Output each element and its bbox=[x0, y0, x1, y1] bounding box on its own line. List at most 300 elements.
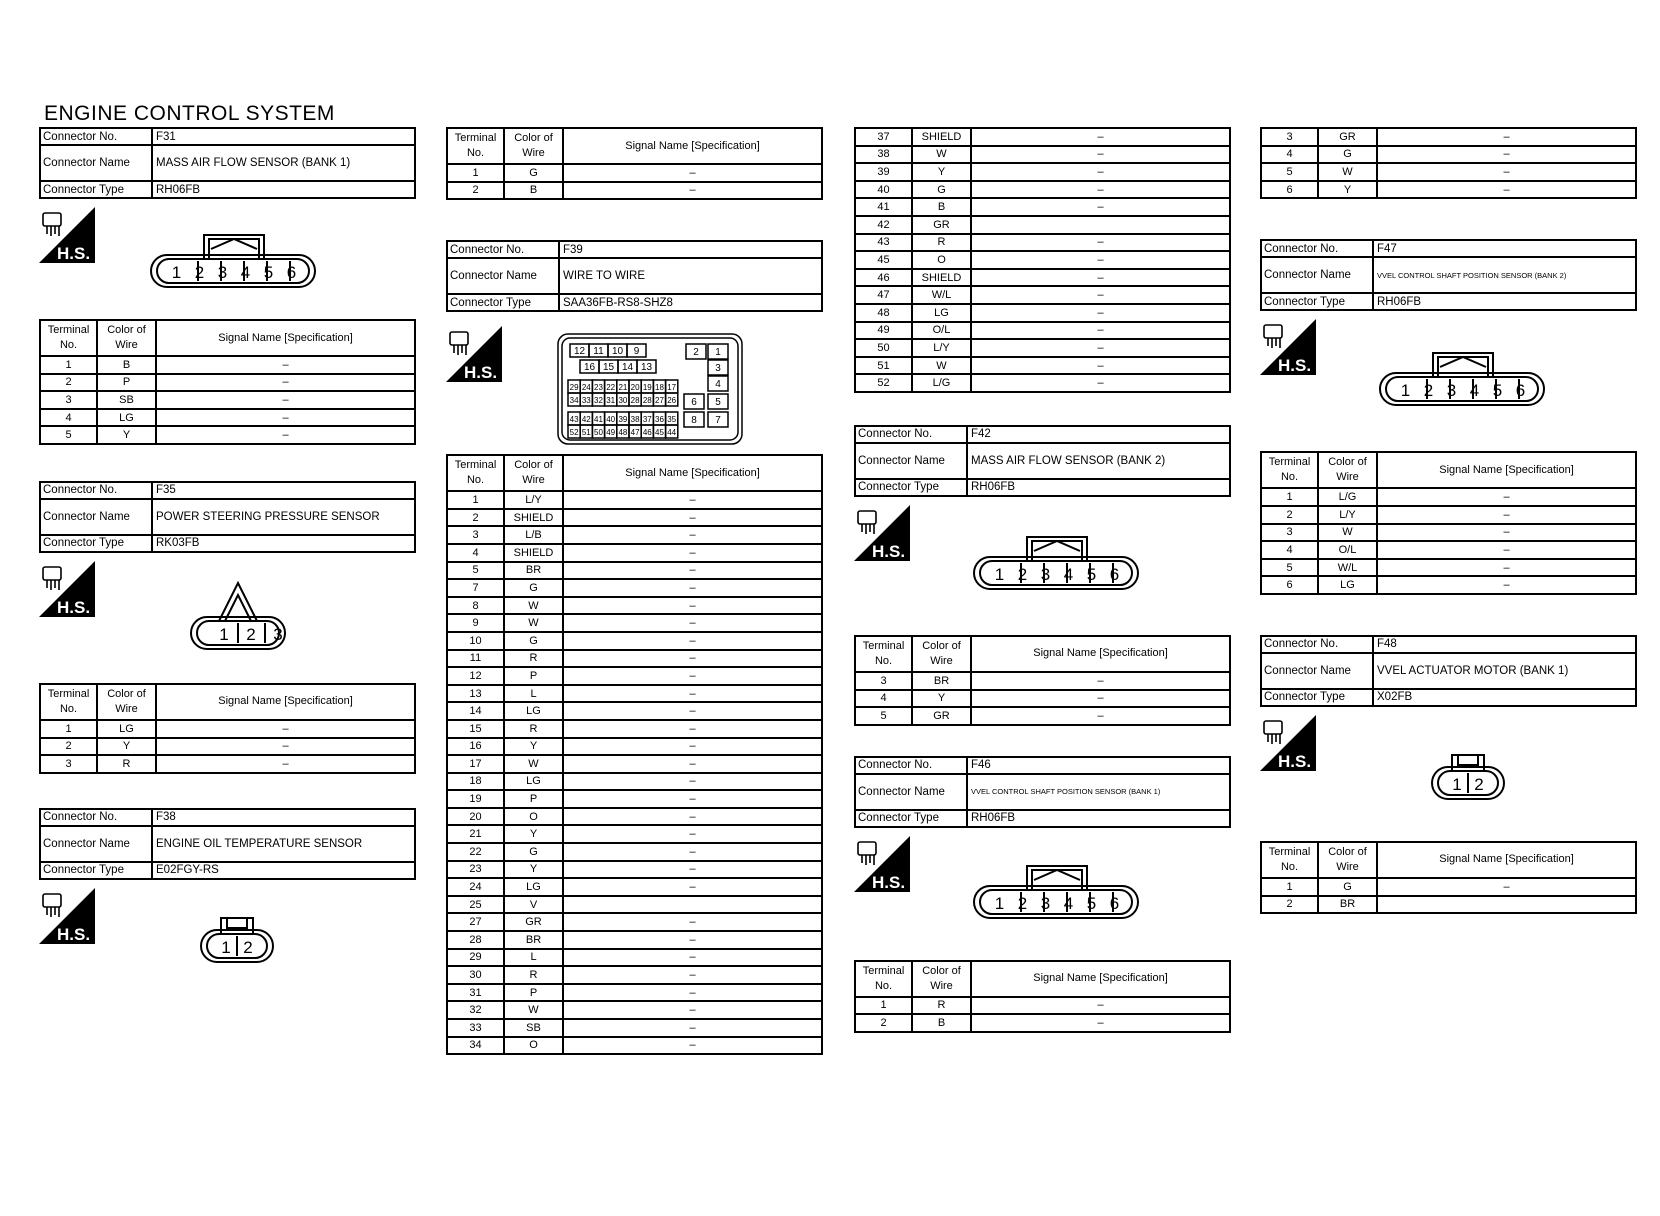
table-row bbox=[448, 862, 821, 880]
table-row bbox=[41, 721, 414, 739]
signal-name bbox=[564, 897, 821, 913]
connector-name-label: Connector Name bbox=[448, 259, 560, 293]
signal-name: – bbox=[282, 722, 289, 735]
terminal-no: 14 bbox=[448, 703, 505, 719]
connector-no-label: Connector No. bbox=[856, 758, 968, 773]
f47-diagram bbox=[1260, 311, 1637, 431]
signal-name: – bbox=[1097, 324, 1104, 337]
terminal-no: 10 bbox=[448, 633, 505, 649]
connector-name-label: Connector Name bbox=[41, 146, 153, 180]
signal-name bbox=[972, 217, 1229, 233]
connector-type-label: Connector Type bbox=[448, 295, 560, 310]
connector-name-value: VVEL ACTUATOR MOTOR (BANK 1) bbox=[1377, 664, 1569, 677]
connector-type-label: Connector Type bbox=[41, 536, 153, 551]
wire-color: LG bbox=[913, 305, 972, 321]
wire-color: O/L bbox=[1319, 542, 1378, 558]
wire-color: W bbox=[505, 756, 564, 772]
signal-name: – bbox=[689, 581, 696, 594]
signal-name: – bbox=[1097, 1017, 1104, 1030]
wire-color: Y bbox=[505, 739, 564, 755]
connector-info-table bbox=[1260, 635, 1637, 707]
hs-label: H.S. bbox=[872, 872, 906, 892]
connector-name-value: ENGINE OIL TEMPERATURE SENSOR bbox=[156, 837, 363, 850]
terminal-no-header: Terminal No. bbox=[41, 321, 98, 355]
pin-label: 3 bbox=[1446, 381, 1457, 401]
terminal-no: 50 bbox=[856, 340, 913, 356]
table-row bbox=[448, 668, 821, 686]
wire-color: LG bbox=[505, 879, 564, 895]
wire-color: GR bbox=[505, 914, 564, 930]
signal-name: – bbox=[1503, 491, 1510, 504]
table-row bbox=[448, 985, 821, 1003]
terminal-no: 2 bbox=[448, 183, 505, 199]
table-row bbox=[856, 270, 1229, 288]
signal-name: – bbox=[1503, 561, 1510, 574]
pin-label: 13 bbox=[640, 362, 653, 374]
pin-label: 16 bbox=[583, 362, 596, 374]
connector-type-label: Connector Type bbox=[1262, 294, 1374, 309]
connector-type-label: Connector Type bbox=[41, 863, 153, 878]
pin-label: 3 bbox=[1040, 564, 1051, 584]
signal-name: – bbox=[1097, 674, 1104, 687]
connector-no-label: Connector No. bbox=[856, 427, 968, 442]
table-row bbox=[856, 691, 1229, 709]
pin-label: 6 bbox=[1515, 381, 1526, 401]
signal-name: – bbox=[689, 775, 696, 788]
table-row bbox=[856, 147, 1229, 165]
wire-color: G bbox=[505, 844, 564, 860]
terminal-no: 1 bbox=[1262, 489, 1319, 505]
terminal-no: 52 bbox=[856, 375, 913, 391]
table-row bbox=[1262, 164, 1635, 182]
connector-type-value: X02FB bbox=[1377, 691, 1413, 704]
table-row bbox=[448, 844, 821, 862]
terminal-table-header bbox=[448, 456, 821, 492]
pin-label: 39 bbox=[618, 415, 628, 425]
table-row bbox=[856, 998, 1229, 1016]
terminal-no: 30 bbox=[448, 967, 505, 983]
terminal-table bbox=[1260, 451, 1637, 595]
terminal-table bbox=[854, 960, 1231, 1033]
pin-label: 42 bbox=[581, 415, 591, 425]
table-row bbox=[448, 165, 821, 183]
terminal-no: 48 bbox=[856, 305, 913, 321]
wire-color: V bbox=[505, 897, 564, 913]
pin-label: 40 bbox=[606, 415, 616, 425]
terminal-table-header bbox=[1262, 453, 1635, 489]
terminal-no: 1 bbox=[448, 165, 505, 181]
f42-diagram bbox=[854, 497, 1231, 617]
connector-f35-face bbox=[189, 581, 289, 653]
connector-name-value: MASS AIR FLOW SENSOR (BANK 1) bbox=[156, 157, 351, 169]
connector-no-value: F35 bbox=[156, 484, 176, 497]
table-row bbox=[856, 252, 1229, 270]
hs-label: H.S. bbox=[57, 244, 91, 263]
wire-color: L/G bbox=[913, 375, 972, 391]
table-row bbox=[448, 598, 821, 616]
signal-name: – bbox=[1503, 130, 1510, 143]
connector-no-value: F47 bbox=[1377, 242, 1397, 255]
harness-side-icon bbox=[1260, 715, 1316, 771]
connector-info-table bbox=[39, 481, 416, 553]
connector-info-table bbox=[39, 127, 416, 199]
wire-color: P bbox=[98, 375, 157, 391]
wire-color: R bbox=[913, 235, 972, 251]
column-4 bbox=[1260, 127, 1637, 914]
wire-color: Y bbox=[505, 826, 564, 842]
pin-label: 33 bbox=[581, 396, 591, 406]
pin-label: 2 bbox=[246, 624, 256, 644]
terminal-no-header: Terminal No. bbox=[856, 962, 913, 996]
pin-label: 14 bbox=[621, 362, 634, 374]
signal-name: – bbox=[689, 1004, 696, 1017]
pin-label: 26 bbox=[667, 396, 677, 406]
wire-color: GR bbox=[913, 217, 972, 233]
signal-name: – bbox=[689, 951, 696, 964]
pin-label: 23 bbox=[594, 383, 603, 393]
table-row bbox=[1262, 489, 1635, 507]
connector-info-table bbox=[446, 240, 823, 312]
table-row bbox=[856, 287, 1229, 305]
pin-label: 5 bbox=[1492, 381, 1503, 401]
terminal-no: 12 bbox=[448, 668, 505, 684]
pin-label: 50 bbox=[594, 428, 603, 438]
pin-label: 20 bbox=[630, 383, 640, 393]
signal-name: – bbox=[1097, 271, 1104, 284]
pin-label: 4 bbox=[1469, 381, 1480, 401]
terminal-no: 8 bbox=[448, 598, 505, 614]
connector-no-value: F46 bbox=[971, 759, 991, 772]
signal-name: – bbox=[1097, 130, 1104, 143]
pin-label: 28 bbox=[642, 396, 652, 406]
signal-name: – bbox=[689, 881, 696, 894]
terminal-no: 37 bbox=[856, 129, 913, 145]
table-row bbox=[1262, 542, 1635, 560]
terminal-no: 28 bbox=[448, 932, 505, 948]
signal-name: – bbox=[689, 722, 696, 735]
terminal-no: 5 bbox=[41, 427, 98, 443]
connector-no-value: F31 bbox=[156, 130, 176, 143]
table-row bbox=[448, 545, 821, 563]
signal-name-header: Signal Name [Specification] bbox=[625, 139, 760, 152]
pin-label: 18 bbox=[655, 383, 664, 393]
connector-name-value: WIRE TO WIRE bbox=[563, 270, 645, 283]
wire-color: L/Y bbox=[505, 492, 564, 508]
hs-label: H.S. bbox=[57, 924, 91, 944]
color-of-wire-header: Color of Wire bbox=[505, 129, 564, 163]
connector-f39-face bbox=[556, 332, 746, 448]
terminal-no: 9 bbox=[448, 615, 505, 631]
signal-name: – bbox=[1097, 236, 1104, 249]
harness-side-icon bbox=[446, 326, 502, 382]
signal-name: – bbox=[282, 358, 289, 371]
terminal-table bbox=[39, 683, 416, 774]
signal-name: – bbox=[1097, 306, 1104, 319]
table-row bbox=[448, 703, 821, 721]
connector-no-label: Connector No. bbox=[448, 242, 560, 257]
terminal-no: 2 bbox=[1262, 897, 1319, 913]
pin-label: 3 bbox=[273, 624, 283, 644]
wire-color: Y bbox=[98, 427, 157, 443]
wire-color: SHIELD bbox=[505, 510, 564, 526]
table-row bbox=[856, 182, 1229, 200]
wire-color: P bbox=[505, 791, 564, 807]
pin-label: 37 bbox=[642, 415, 652, 425]
table-row bbox=[41, 357, 414, 375]
connector-f48-face bbox=[1430, 751, 1510, 803]
pin-label: 1 bbox=[219, 624, 229, 644]
pin-label: 44 bbox=[667, 428, 677, 438]
table-row bbox=[856, 340, 1229, 358]
terminal-no: 3 bbox=[856, 673, 913, 689]
wire-color: W bbox=[913, 358, 972, 374]
f35-diagram bbox=[39, 553, 416, 683]
table-row bbox=[448, 967, 821, 985]
wire-color: BR bbox=[1319, 897, 1378, 913]
terminal-no: 32 bbox=[448, 1002, 505, 1018]
hs-label: H.S. bbox=[872, 541, 906, 561]
signal-name: – bbox=[689, 669, 696, 682]
connector-info-table bbox=[854, 756, 1231, 828]
connector-name-value: VVEL CONTROL SHAFT POSITION SENSOR (BANK 1) bbox=[971, 787, 1161, 797]
pin-label: 4 bbox=[715, 379, 721, 391]
pin-label: 47 bbox=[630, 428, 640, 438]
pin-label: 2 bbox=[693, 347, 699, 359]
terminal-no: 5 bbox=[856, 708, 913, 724]
connector-type-value: RH06FB bbox=[971, 812, 1016, 825]
terminal-no: 33 bbox=[448, 1020, 505, 1036]
wire-color: Y bbox=[1319, 182, 1378, 198]
column-3 bbox=[854, 127, 1231, 1033]
signal-name: – bbox=[689, 493, 696, 506]
connector-no-label: Connector No. bbox=[41, 483, 153, 498]
connector-type-label: Connector Type bbox=[41, 182, 153, 197]
terminal-no: 13 bbox=[448, 686, 505, 702]
color-of-wire-header: Color of Wire bbox=[98, 685, 157, 719]
wire-color: B bbox=[913, 1015, 972, 1031]
terminal-no: 2 bbox=[856, 1015, 913, 1031]
terminal-no: 3 bbox=[41, 392, 98, 408]
wire-color: L bbox=[505, 686, 564, 702]
terminal-no: 2 bbox=[1262, 507, 1319, 523]
signal-name-header: Signal Name [Specification] bbox=[1033, 647, 1168, 660]
wire-color: G bbox=[505, 165, 564, 181]
signal-name: – bbox=[282, 376, 289, 389]
connector-type-value: RK03FB bbox=[156, 537, 200, 550]
wire-color: BR bbox=[505, 932, 564, 948]
color-of-wire-header: Color of Wire bbox=[1319, 453, 1378, 487]
wire-color: SHIELD bbox=[913, 270, 972, 286]
pin-label: 6 bbox=[1109, 564, 1120, 584]
connector-no-label: Connector No. bbox=[1262, 637, 1374, 652]
pin-label: 27 bbox=[655, 396, 664, 406]
wire-color: R bbox=[505, 967, 564, 983]
pin-label: 6 bbox=[691, 397, 697, 409]
terminal-no-header: Terminal No. bbox=[448, 456, 505, 490]
wire-color: LG bbox=[505, 703, 564, 719]
terminal-no: 17 bbox=[448, 756, 505, 772]
pin-label: 5 bbox=[263, 263, 274, 282]
terminal-table-header bbox=[41, 685, 414, 721]
pin-label: 31 bbox=[606, 396, 616, 406]
signal-name: – bbox=[689, 986, 696, 999]
table-row bbox=[448, 932, 821, 950]
connector-type-label: Connector Type bbox=[856, 811, 968, 826]
signal-name: – bbox=[1097, 183, 1104, 196]
pin-label: 1 bbox=[171, 263, 182, 282]
connector-type-value: RH06FB bbox=[971, 481, 1016, 494]
f48-diagram bbox=[1260, 707, 1637, 835]
wire-color: R bbox=[505, 721, 564, 737]
signal-name: – bbox=[689, 687, 696, 700]
harness-side-icon bbox=[39, 888, 95, 944]
wire-color: B bbox=[913, 199, 972, 215]
signal-name: – bbox=[689, 634, 696, 647]
signal-name: – bbox=[689, 529, 696, 542]
pin-label: 29 bbox=[569, 383, 579, 393]
pin-label: 6 bbox=[286, 263, 297, 282]
terminal-no: 3 bbox=[41, 756, 98, 772]
terminal-no: 1 bbox=[1262, 879, 1319, 895]
wire-color: L/G bbox=[1319, 489, 1378, 505]
signal-name: – bbox=[282, 757, 289, 770]
connector-name-label: Connector Name bbox=[1262, 654, 1374, 688]
f39-diagram bbox=[446, 312, 823, 444]
terminal-no: 43 bbox=[856, 235, 913, 251]
wire-color: Y bbox=[505, 862, 564, 878]
terminal-no: 3 bbox=[448, 527, 505, 543]
signal-name: – bbox=[282, 429, 289, 442]
signal-name: – bbox=[689, 546, 696, 559]
terminal-no: 4 bbox=[856, 691, 913, 707]
table-row bbox=[41, 427, 414, 443]
table-row bbox=[1262, 129, 1635, 147]
terminal-no: 16 bbox=[448, 739, 505, 755]
wire-color: SB bbox=[98, 392, 157, 408]
f46-diagram bbox=[854, 828, 1231, 952]
pin-label: 28 bbox=[630, 396, 640, 406]
signal-name: – bbox=[689, 599, 696, 612]
connector-type-value: RH06FB bbox=[156, 183, 201, 196]
connector-type-value: E02FGY-RS bbox=[156, 864, 219, 877]
wire-color: G bbox=[1319, 147, 1378, 163]
signal-name: – bbox=[689, 511, 696, 524]
wire-color: W/L bbox=[1319, 560, 1378, 576]
signal-name-header: Signal Name [Specification] bbox=[218, 695, 353, 708]
table-row bbox=[448, 721, 821, 739]
table-row bbox=[856, 708, 1229, 724]
connector-name-value: VVEL CONTROL SHAFT POSITION SENSOR (BANK 2) bbox=[1377, 270, 1567, 280]
connector-name-label: Connector Name bbox=[856, 444, 968, 478]
color-of-wire-header: Color of Wire bbox=[98, 321, 157, 355]
table-row bbox=[1262, 577, 1635, 593]
table-row bbox=[1262, 560, 1635, 578]
connector-type-value: RH06FB bbox=[1377, 295, 1422, 308]
table-row bbox=[448, 1038, 821, 1054]
connector-f42-face bbox=[972, 533, 1142, 593]
harness-side-icon bbox=[39, 561, 95, 617]
pin-label: 36 bbox=[655, 415, 664, 425]
signal-name-header: Signal Name [Specification] bbox=[218, 331, 353, 344]
signal-name: – bbox=[1097, 289, 1104, 302]
table-row bbox=[448, 774, 821, 792]
pin-label: 5 bbox=[1086, 893, 1097, 913]
table-row bbox=[448, 686, 821, 704]
table-row bbox=[448, 826, 821, 844]
pin-label: 7 bbox=[715, 415, 721, 427]
table-row bbox=[448, 563, 821, 581]
terminal-no: 24 bbox=[448, 879, 505, 895]
connector-name-value: MASS AIR FLOW SENSOR (BANK 2) bbox=[971, 454, 1166, 467]
wire-color: W bbox=[1319, 525, 1378, 541]
terminal-no: 31 bbox=[448, 985, 505, 1001]
pin-label: 10 bbox=[611, 346, 624, 358]
table-row bbox=[856, 164, 1229, 182]
terminal-table bbox=[446, 127, 823, 200]
table-row bbox=[856, 129, 1229, 147]
terminal-no: 20 bbox=[448, 809, 505, 825]
signal-name: – bbox=[689, 828, 696, 841]
pin-label: 41 bbox=[594, 415, 603, 425]
table-row bbox=[856, 375, 1229, 391]
table-row bbox=[448, 879, 821, 897]
terminal-no: 51 bbox=[856, 358, 913, 374]
terminal-no-header: Terminal No. bbox=[856, 637, 913, 671]
signal-name: – bbox=[689, 863, 696, 876]
column-1 bbox=[39, 127, 416, 990]
terminal-no: 19 bbox=[448, 791, 505, 807]
connector-no-value: F42 bbox=[971, 428, 991, 441]
wire-color: G bbox=[505, 633, 564, 649]
terminal-no: 21 bbox=[448, 826, 505, 842]
signal-name: – bbox=[1097, 377, 1104, 390]
terminal-table bbox=[854, 127, 1231, 393]
table-row bbox=[448, 183, 821, 199]
pin-label: 52 bbox=[569, 428, 579, 438]
wire-color: W bbox=[505, 1002, 564, 1018]
table-row bbox=[448, 897, 821, 915]
table-row bbox=[856, 199, 1229, 217]
terminal-no: 4 bbox=[1262, 147, 1319, 163]
wire-color: P bbox=[505, 985, 564, 1001]
signal-name: – bbox=[1097, 253, 1104, 266]
table-row bbox=[856, 217, 1229, 235]
pin-label: 3 bbox=[217, 263, 228, 282]
terminal-no: 3 bbox=[1262, 129, 1319, 145]
terminal-no: 2 bbox=[41, 739, 98, 755]
pin-label: 15 bbox=[602, 362, 615, 374]
signal-name: – bbox=[689, 916, 696, 929]
table-row bbox=[856, 358, 1229, 376]
terminal-table-header bbox=[41, 321, 414, 357]
pin-label: 35 bbox=[667, 415, 677, 425]
table-row bbox=[1262, 525, 1635, 543]
table-row bbox=[1262, 507, 1635, 525]
terminal-no: 5 bbox=[1262, 164, 1319, 180]
terminal-table bbox=[1260, 841, 1637, 914]
pin-label: 1 bbox=[715, 347, 721, 359]
terminal-no-header: Terminal No. bbox=[1262, 843, 1319, 877]
wire-color: R bbox=[98, 756, 157, 772]
wire-color: LG bbox=[98, 410, 157, 426]
table-row bbox=[856, 323, 1229, 341]
hs-label: H.S. bbox=[1278, 356, 1312, 376]
table-row bbox=[41, 410, 414, 428]
terminal-no: 38 bbox=[856, 147, 913, 163]
terminal-no-header: Terminal No. bbox=[1262, 453, 1319, 487]
color-of-wire-header: Color of Wire bbox=[505, 456, 564, 490]
pin-label: 49 bbox=[606, 428, 616, 438]
